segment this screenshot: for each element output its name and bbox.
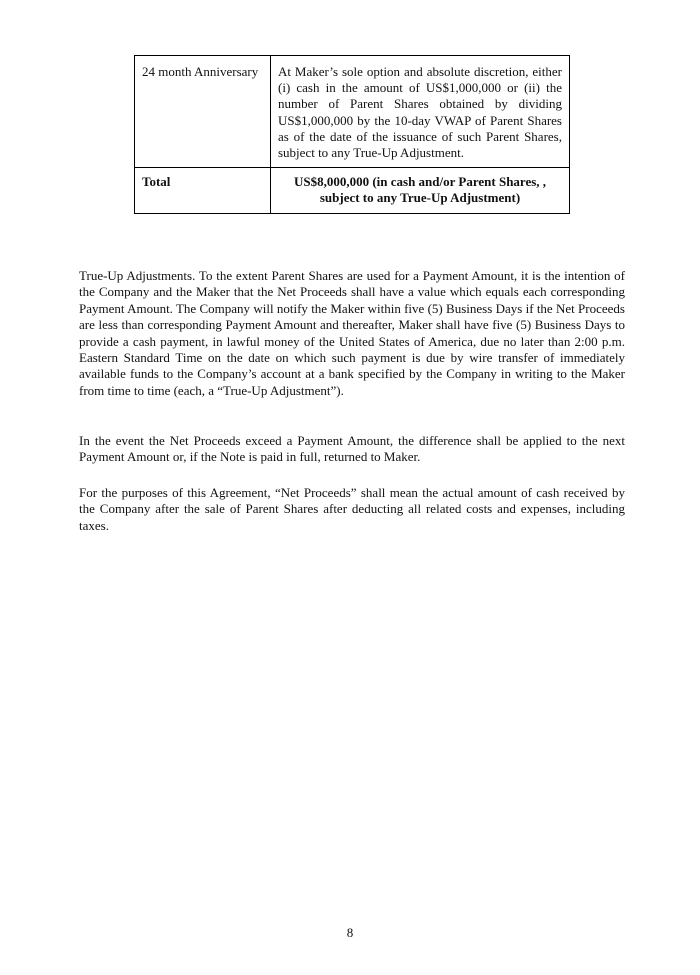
total-label-cell: Total	[135, 168, 271, 213]
excess-proceeds-paragraph: In the event the Net Proceeds exceed a Payment Amount, the difference shall be applied to the next Payment Amount or, if the Note is paid in full, returned to Maker.	[79, 433, 625, 465]
table-row	[135, 56, 570, 168]
page-number: 8	[346, 925, 354, 940]
true-up-adjustments-paragraph: True-Up Adjustments. To the extent Parent Shares are used for a Payment Amount, it is the intention of the Company and the Maker that the Net Proceeds shall have a value which equals each corresponding Payment Amount. The Company will notify the Maker within five (5) Business Days if the Net Proceeds are less than corresponding Payment Amount and thereafter, Maker shall have five (5) Business Days to provide a cash payment, in lawful money of the United States of America, due no later than 2:00 p.m. Eastern Standard Time on the date on which such payment is due by wire transfer of immediately available funds to the Company’s account at a bank specified by the Company in writing to the Maker from time to time (each, a “True-Up Adjustment”).	[79, 268, 625, 398]
payment-terms-cell: At Maker’s sole option and absolute discretion, either (i) cash in the amount of US$1,000,000 or (ii) the number of Parent Shares obtained by dividing US$1,000,000 by the 10-day VWAP of Parent Shares as of the date of the issuance of such Parent Shares, subject to any True-Up Adjustment.	[271, 56, 570, 168]
milestone-cell: 24 month Anniversary	[135, 56, 271, 168]
total-amount-cell: US$8,000,000 (in cash and/or Parent Shares, , subject to any True-Up Adjustment)	[271, 168, 570, 213]
net-proceeds-definition-paragraph: For the purposes of this Agreement, “Net Proceeds” shall mean the actual amount of cash received by the Company after the sale of Parent Shares after deducting all related costs and expenses, including taxes.	[79, 485, 625, 533]
payment-schedule-table	[134, 55, 570, 214]
total-row	[135, 168, 570, 213]
